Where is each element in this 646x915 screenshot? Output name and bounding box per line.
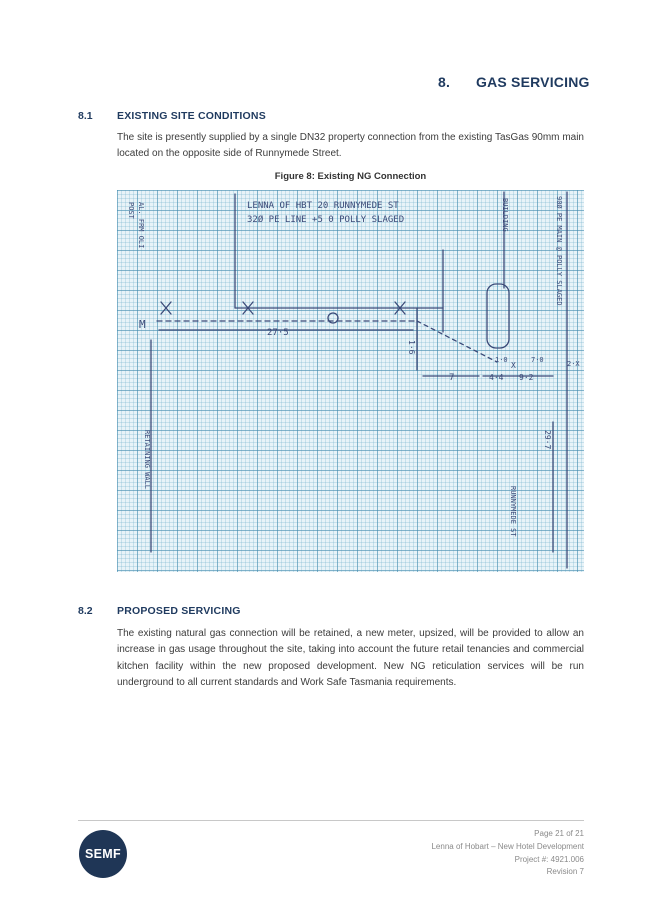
site-sketch-figure — [117, 190, 584, 572]
figure-caption: Figure 8: Existing NG Connection — [274, 171, 427, 182]
sketch-note-line2: 32Ø PE LINE +5 0 POLLY SLAGED — [247, 215, 405, 225]
sketch-meter-symbol: M — [139, 318, 146, 331]
proposed-servicing-paragraph: The existing natural gas connection will be retained, a new meter, upsized, will be provided to allow an increase in gas usage throughout the site, taking into account the future retail tenancies and commercial kitchen facility within the new proposed development. New NG reticulation services will be run underground to all current standards and Work Safe Tasmania requirements. — [117, 628, 584, 688]
sketch-building-label: BUILDING — [501, 198, 509, 232]
sketch-dim-i: 1·0 — [495, 356, 508, 364]
sketch-left-note-a: AL. FRM OLI — [137, 202, 145, 249]
company-logo — [79, 830, 127, 878]
hand-drawn-sketch — [117, 190, 584, 572]
sketch-dim-b: 1·6 — [407, 340, 416, 355]
sketch-dim-h: 2·X — [567, 360, 580, 368]
subsection-number-proposed: 8.2 — [78, 605, 93, 617]
existing-conditions-paragraph: The site is presently supplied by a single DN32 property connection from the existing TasGas 90mm main located on the opposite side of Runnymede Street. — [117, 132, 584, 160]
section-heading — [430, 74, 590, 94]
sketch-dim-d: 4·4 — [489, 373, 504, 382]
section-number: 8. — [438, 74, 451, 90]
subsection-title-existing: EXISTING SITE CONDITIONS — [117, 110, 266, 122]
subsection-title-proposed: PROPOSED SERVICING — [117, 605, 241, 617]
section-title: GAS SERVICING — [476, 74, 590, 90]
sketch-main-label: 90Ø PE MAIN @ POLLY SLAGED — [555, 196, 563, 306]
subsection-number-existing: 8.1 — [78, 110, 93, 122]
sketch-meter-box — [487, 284, 509, 348]
logo-text: SEMF — [85, 847, 121, 861]
project-number: Project #: 4921.006 — [514, 854, 584, 864]
sketch-dim-g: 7·0 — [531, 356, 544, 364]
sketch-gas-line — [417, 321, 497, 362]
revision: Revision 7 — [546, 867, 584, 877]
sketch-dim-a: 27·5 — [267, 328, 289, 338]
footer-info — [431, 828, 584, 879]
sketch-dim-f: 29·7 — [543, 430, 552, 450]
sketch-retaining-wall-label: RETAINING WALL — [143, 430, 151, 490]
sketch-dim-c: 7 — [449, 373, 455, 383]
sketch-street-label: RUNNYMEDE ST — [509, 486, 517, 537]
page-number: Page 21 of 21 — [534, 829, 584, 838]
sketch-cross-symbol: X — [511, 361, 516, 370]
sketch-dim-e: 9·2 — [519, 373, 534, 382]
sketch-note-line1: LENNA OF HBT 20 RUNNYMEDE ST — [247, 201, 399, 211]
footer-divider — [78, 820, 584, 821]
project-name: Lenna of Hobart – New Hotel Development — [431, 841, 584, 851]
sketch-left-note-b: POST — [127, 202, 135, 219]
